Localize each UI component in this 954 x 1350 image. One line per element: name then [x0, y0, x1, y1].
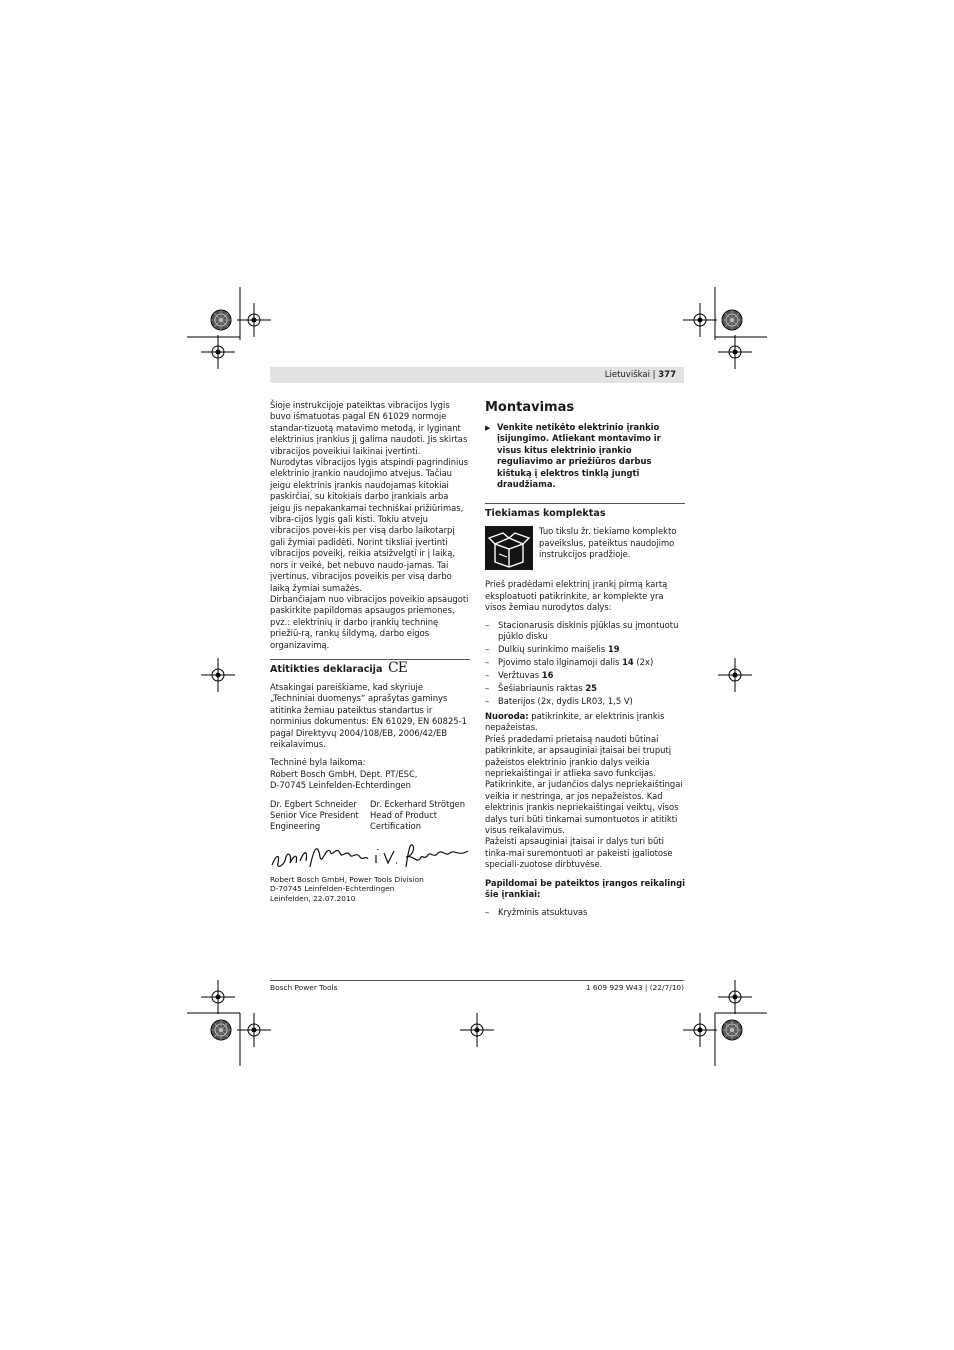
- signatory-1: [270, 799, 370, 833]
- signatory-1-title-2: Engineering: [270, 821, 321, 832]
- warning-block: [485, 422, 685, 490]
- footer-left: Bosch Power Tools: [270, 983, 338, 992]
- list-item: – Baterijos (2x, dydis LR03, 1,5 V): [485, 695, 633, 706]
- additional-tools-list: [485, 907, 685, 918]
- damaged-text: Pažeisti apsauginiai įtaisai ir dalys turi būti tinka-mai suremontuoti ar pakeisti įgaliotose speciali-zuotose dirbtuvėse.: [485, 836, 673, 870]
- vibration-paragraph-3: Dirbančiajam nuo vibracijos poveikio apsaugoti paskirkite papildomas apsaugos priemones, pvz.: elektrinių ir darbo įrankių techninę priežiū-rą, rankų šildymą, darbo eigos organizavimą.: [270, 593, 469, 650]
- list-item: – Stacionarusis diskinis pjūklas su įmontuotu pjūklo disku: [485, 619, 679, 642]
- right-column: [485, 400, 685, 919]
- header-text: [605, 369, 676, 381]
- place-date: Leinfelden, 22.07.2010: [270, 894, 356, 903]
- signature-image: [270, 837, 470, 875]
- supplied-heading: [485, 503, 685, 522]
- note: [485, 711, 685, 734]
- supplied-icon-text: Tuo tikslu žr. tiekiamo komplekto paveikslus, pateiktus naudojimo instrukcijos pradžioje.: [539, 526, 677, 560]
- check-text: Prieš pradėdami elektrinį įrankį pirmą kartą eksploatuoti patikrinkite, ar komplekte yra visos žemiau nurodytos dalys:: [485, 579, 668, 613]
- list-item: – Pjovimo stalo ilginamoji dalis 14 (2x): [485, 656, 654, 667]
- list-item: – Kryžminis atsuktuvas: [485, 906, 588, 917]
- declaration-title: Atitikties deklaracija: [270, 663, 383, 675]
- signatory-2-title-2: Certification: [370, 821, 422, 832]
- declaration-text: Atsakingai pareiškiame, kad skyriuje „Techniniai duomenys“ aprašytas gaminys atitinka žemiau pateiktus standartus ir norminius dokumentus: EN 61029, EN 60825-1 pagal Direktyvų 2004/108/EB, 2006/42/EB reikalavimus.: [270, 681, 467, 749]
- list-item: – Dulkių surinkimo maišelis 19: [485, 643, 620, 654]
- declaration-heading: [270, 659, 470, 678]
- note-label: Nuoroda:: [485, 711, 529, 721]
- warning-text: Venkite netikėto elektrinio įrankio įsijungimo. Atliekant montavimo ir visus kitus elektrinio įrankio reguliavimo ar priežiūros darbus kištuką į elektros tinklą jungti draudžiama.: [497, 422, 661, 490]
- handwritten-signatures: [270, 837, 470, 875]
- vibration-paragraph-2: Nurodytas vibracijos lygis atspindi pagrindinius elektrinio įrankio naudojimo atvejus. Tačiau jeigu elektrinis įrankis naudojamas kitokiai paskirčiai, su kitokiais darbo įrankiais arba jeigu jis nepakankamai techniškai prižiūrimas, vibra-cijos lygis gali kisti. Tokiu atveju vibracijos povei-kis per visą darbo laikotarpį gali žymiai padidėti. Norint tiksliai įvertinti vibracijos poveikį, reikia atsižvelgti ir į laiką, nors ir veikė, bet nebuvo naudo-jamas. Tai įvertinus, vibracijos poveikis per visą darbo laiką žymiai sumažės.: [270, 457, 469, 593]
- company-line-2: D-70745 Leinfelden-Echterdingen: [270, 884, 395, 894]
- header-language: Lietuviškai: [604, 370, 650, 380]
- company-block: [270, 875, 470, 904]
- supplied-title: Tiekiamas komplektas: [485, 508, 606, 520]
- footer-right: 1 609 929 W43 | (22/7/10): [585, 983, 684, 992]
- company-line-1: Robert Bosch GmbH, Power Tools Division: [270, 874, 424, 884]
- list-item: – Šešiabriaunis raktas 25: [485, 682, 598, 693]
- technical-file-address-2: D-70745 Leinfelden-Echterdingen: [270, 780, 411, 791]
- vibration-paragraph-1: Šioje instrukcijoje pateiktas vibracijos lygis buvo išmatuotas pagal EN 61029 normoje standar-tizuotą matavimo metodą, ir lyginant elektrinius įrankius jį galima naudoti. Jis skirtas vibracijos poveikiui laikinai įvertinti.: [270, 400, 468, 456]
- note-text: patikrinkite, ar elektrinis įrankis nepažeistas.: [485, 711, 665, 733]
- package-box-icon: [485, 526, 533, 570]
- technical-file-label: Techninė byla laikoma:: [270, 757, 366, 768]
- inspection-text: Prieš pradedami prietaisą naudoti būtinai patikrinkite, ar apsauginiai įtaisai bei truputį pažeistos elektrinio įrankio dalys veikia nepriekaištingai ir atlieka savo funkcijas. Patikrinkite, ar judančios dalys nepriekaištingai veikia ir nestringa, ar jos nepažeistos. Kad elektrinis įrankis nepriekaištingai veiktų, visos dalys turi būti tinkamai sumontuotos ir atitikti visus reikalavimus.: [485, 733, 683, 836]
- left-column: [270, 400, 470, 904]
- technical-file-address-1: Robert Bosch GmbH, Dept. PT/ESC,: [270, 768, 418, 779]
- page-header: [270, 367, 684, 383]
- section-title: Montavimas: [485, 400, 575, 415]
- signatories: [270, 799, 470, 833]
- parts-list: [485, 620, 685, 707]
- warning-triangle-icon: ▶: [485, 424, 491, 432]
- signatory-2: [370, 799, 470, 833]
- signatory-2-name: Dr. Eckerhard Strötgen: [370, 798, 466, 809]
- header-separator: |: [652, 370, 656, 380]
- list-item: – Veržtuvas 16: [485, 669, 554, 680]
- signatory-2-title-1: Head of Product: [370, 810, 438, 820]
- signatory-1-title-1: Senior Vice President: [270, 810, 359, 820]
- footer-divider: [270, 980, 684, 981]
- page-number: 377: [658, 370, 676, 380]
- additional-tools-title: Papildomai be pateiktos įrangos reikalingi šie įrankiai:: [485, 877, 685, 900]
- ce-mark-icon: CE: [388, 659, 407, 676]
- supplied-row: [485, 526, 685, 570]
- signatory-1-name: Dr. Egbert Schneider: [270, 798, 357, 809]
